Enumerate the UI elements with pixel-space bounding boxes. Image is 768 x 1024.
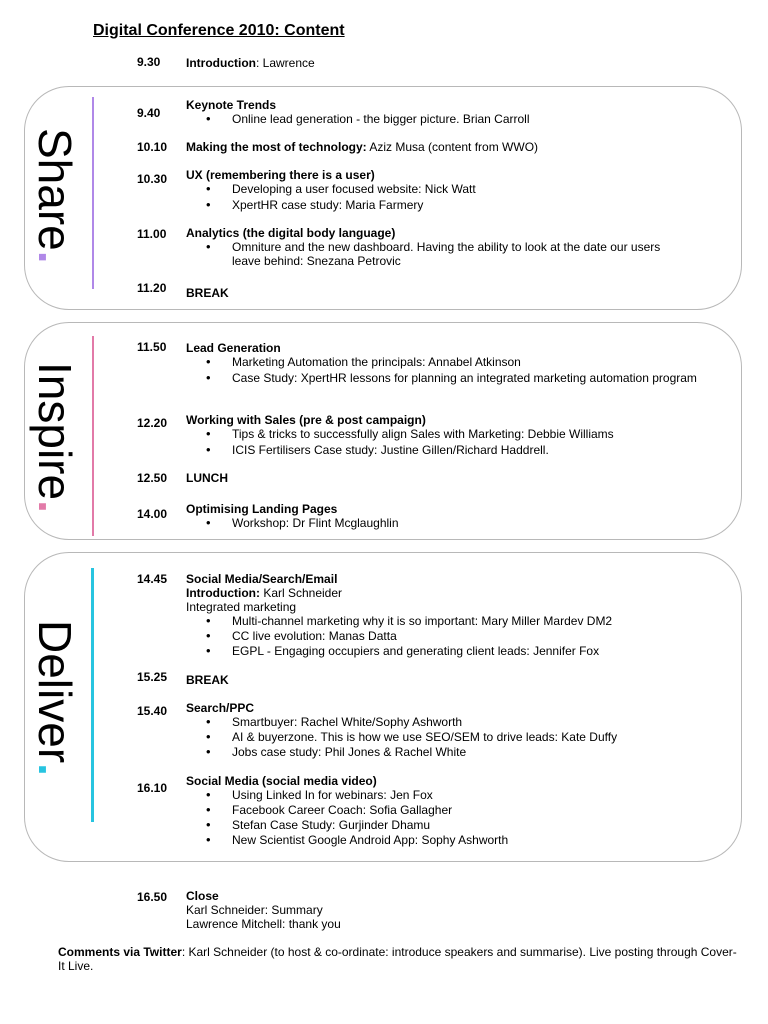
agenda-item xyxy=(186,701,726,759)
time-label: 12.50 xyxy=(137,471,168,485)
time-label: 9.40 xyxy=(137,106,161,120)
entry-text: Integrated marketing xyxy=(186,600,297,614)
list-item: • Jobs case study: Phil Jones & Rachel White xyxy=(186,745,726,759)
list-item: • Using Linked In for webinars: Jen Fox xyxy=(186,788,726,802)
entry-heading: UX (remembering there is a user) xyxy=(186,168,375,182)
agenda-item xyxy=(186,168,726,212)
entry-heading: Working with Sales (pre & post campaign) xyxy=(186,413,426,427)
list-item: • CC live evolution: Manas Datta xyxy=(186,629,726,643)
section-label-deliver: Deliver. xyxy=(29,620,81,776)
section-accent-line xyxy=(91,568,94,822)
section-label-inspire: Inspire. xyxy=(29,362,81,513)
time-label: 16.10 xyxy=(137,781,168,795)
entry-text: Aziz Musa (content from WWO) xyxy=(366,140,539,154)
time-label: 10.10 xyxy=(137,140,168,154)
agenda-item xyxy=(186,341,726,385)
footer-text: : Karl Schneider (to host & co-ordinate: introduce speakers and summarise). Live posting through Cover-It Live. xyxy=(58,945,737,973)
time-label: 14.45 xyxy=(137,572,168,586)
agenda-item xyxy=(186,673,726,687)
entry-heading: Social Media/Search/Email xyxy=(186,572,338,586)
entry-text: Karl Schneider: Summary xyxy=(186,903,323,917)
list-item: • Online lead generation - the bigger picture. Brian Carroll xyxy=(186,112,726,126)
list-item: • Case Study: XpertHR lessons for planning an integrated marketing automation program xyxy=(186,371,702,385)
entry-subheading: Introduction: xyxy=(186,586,260,600)
time-label: 15.40 xyxy=(137,704,168,718)
list-item: • Developing a user focused website: Nick Watt xyxy=(186,182,726,196)
agenda-item xyxy=(186,774,726,847)
footer-heading: Comments via Twitter xyxy=(58,945,182,959)
time-label: 11.00 xyxy=(137,227,167,241)
page-title: Digital Conference 2010: Content xyxy=(93,22,345,39)
list-item: • Marketing Automation the principals: Annabel Atkinson xyxy=(186,355,726,369)
entry-text: Karl Schneider xyxy=(259,586,343,600)
section-accent-line xyxy=(92,336,94,536)
section-label-share: Share. xyxy=(29,128,81,264)
agenda-item xyxy=(186,572,726,658)
time-label: 10.30 xyxy=(137,172,168,186)
entry-heading: LUNCH xyxy=(186,471,228,485)
time-label: 15.25 xyxy=(137,670,168,684)
list-item: • ICIS Fertilisers Case study: Justine Gillen/Richard Haddrell. xyxy=(186,443,726,457)
agenda-item xyxy=(186,226,726,268)
agenda-item xyxy=(186,413,726,457)
list-item: • Facebook Career Coach: Sofia Gallagher xyxy=(186,803,726,817)
entry-heading: Lead Generation xyxy=(186,341,281,355)
list-item: • Workshop: Dr Flint Mcglaughlin xyxy=(186,516,726,530)
entry-heading: Introduction xyxy=(186,56,256,70)
entry-text: Lawrence Mitchell: thank you xyxy=(186,917,341,931)
entry-heading: Social Media (social media video) xyxy=(186,774,377,788)
time-label: 11.50 xyxy=(137,340,167,354)
entry-heading: BREAK xyxy=(186,673,229,687)
list-item: • Tips & tricks to successfully align Sales with Marketing: Debbie Williams xyxy=(186,427,726,441)
agenda-item xyxy=(186,471,726,485)
list-item: • New Scientist Google Android App: Sophy Ashworth xyxy=(186,833,726,847)
entry-heading: Search/PPC xyxy=(186,701,255,715)
time-label: 14.00 xyxy=(137,507,168,521)
time-label: 11.20 xyxy=(137,281,167,295)
entry-heading: Making the most of technology: xyxy=(186,140,367,154)
footer-note xyxy=(58,945,738,973)
intro-entry xyxy=(186,56,726,70)
entry-text: : Lawrence xyxy=(255,56,315,70)
agenda-item xyxy=(186,502,726,530)
entry-heading: Close xyxy=(186,889,219,903)
entry-heading: Analytics (the digital body language) xyxy=(186,226,396,240)
list-item: • Omniture and the new dashboard. Having the ability to look at the date our users leave behind: Snezana Petrovic xyxy=(186,240,682,268)
agenda-item xyxy=(186,889,726,931)
time-label: 16.50 xyxy=(137,890,168,904)
agenda-item xyxy=(186,286,726,300)
list-item: • Stefan Case Study: Gurjinder Dhamu xyxy=(186,818,726,832)
entry-heading: Optimising Landing Pages xyxy=(186,502,338,516)
list-item: • EGPL - Engaging occupiers and generating client leads: Jennifer Fox xyxy=(186,644,726,658)
list-item: • XpertHR case study: Maria Farmery xyxy=(186,198,726,212)
list-item: • AI & buyerzone. This is how we use SEO/SEM to drive leads: Kate Duffy xyxy=(186,730,726,744)
entry-heading: BREAK xyxy=(186,286,229,300)
time-label: 9.30 xyxy=(137,55,161,69)
section-accent-line xyxy=(92,97,94,289)
list-item: • Multi-channel marketing why it is so important: Mary Miller Mardev DM2 xyxy=(186,614,726,628)
agenda-item xyxy=(186,140,726,154)
entry-heading: Keynote Trends xyxy=(186,98,277,112)
agenda-item xyxy=(186,98,726,126)
list-item: • Smartbuyer: Rachel White/Sophy Ashworth xyxy=(186,715,726,729)
time-label: 12.20 xyxy=(137,416,168,430)
